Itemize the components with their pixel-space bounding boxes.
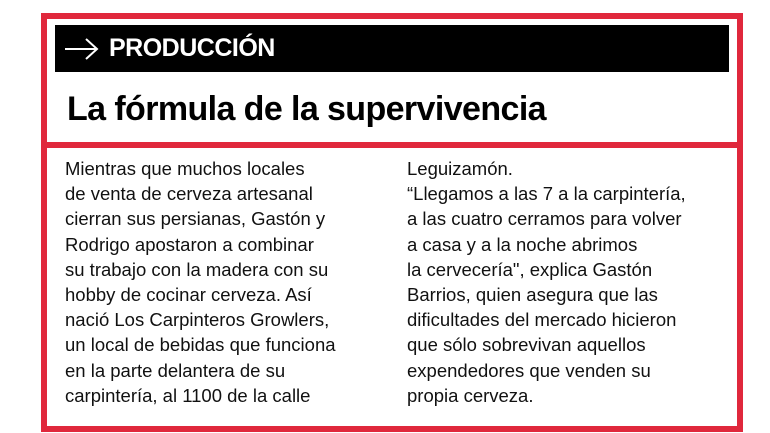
headline: La fórmula de la supervivencia (67, 90, 546, 128)
article-column-right: Leguizamón. “Llegamos a las 7 a la carpintería, a las cuatro cerramos para volver a casa y a la noche abrimos la cervecería", explica Gastón Barrios, quien asegura que las dificultades del mercado hicieron que sólo sobrevivan aquellos expendedores que venden su propia cerveza. (407, 158, 686, 406)
divider (47, 142, 737, 148)
article-box (41, 13, 743, 432)
article-column-left: Mientras que muchos locales de venta de cerveza artesanal cierran sus persianas, Gastón y Rodrigo apostaron a combinar su trabajo con la madera con su hobby de cocinar cerveza. Así nació Los Carpinteros Growlers, un local de bebidas que funciona en la parte delantera de su carpintería, al 1100 de la calle (65, 158, 336, 406)
section-label: PRODUCCIÓN (109, 34, 275, 62)
section-header (55, 25, 729, 72)
arrow-right-icon (63, 36, 101, 62)
